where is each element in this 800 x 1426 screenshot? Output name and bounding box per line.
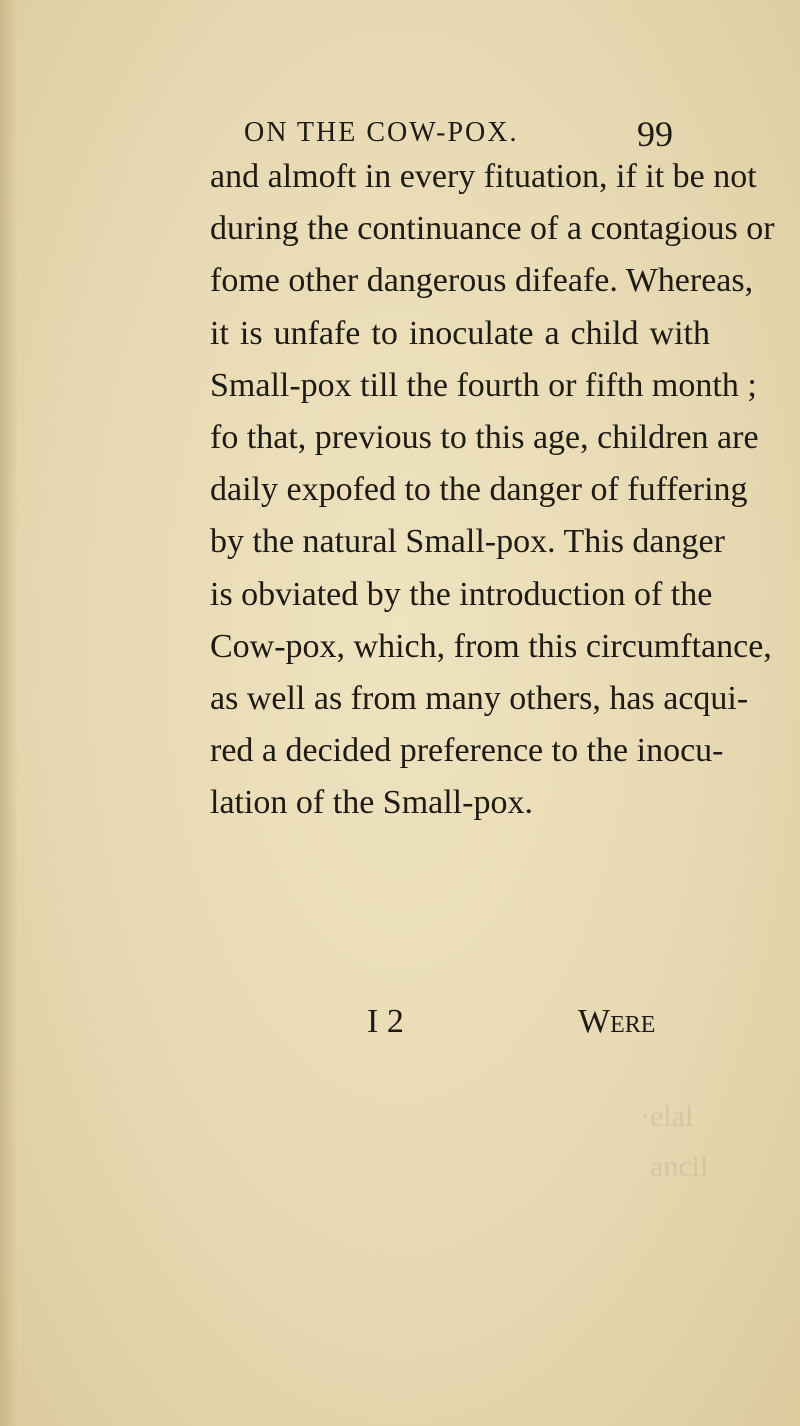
text-line: red a decided preference to the inocu- <box>210 732 724 770</box>
text-line: lation of the Small-pox. <box>210 784 533 822</box>
text-line: during the continuance of a contagious or <box>210 210 775 248</box>
show-through-ink: ·elal <box>640 1100 694 1133</box>
text-line: it is unfafe to inoculate a child with <box>210 314 710 352</box>
text-line: is obviated by the introduction of the <box>210 575 713 613</box>
text-line: Cow-pox, which, from this circumftance, <box>210 627 772 665</box>
page-number: 99 <box>637 114 673 154</box>
text-line: daily expofed to the danger of fuffering <box>210 471 748 509</box>
catchword: Were <box>578 1003 656 1040</box>
text-line: as well as from many others, has acqui- <box>210 679 749 717</box>
text-line: by the natural Small-pox. This danger <box>210 523 725 561</box>
show-through-ink-2: ancil <box>650 1150 709 1183</box>
text-line: Small-pox till the fourth or fifth month ; <box>210 366 757 404</box>
body-text <box>210 151 775 829</box>
running-head: ON THE COW-POX. <box>244 117 519 148</box>
page-gutter-shadow <box>0 0 18 1426</box>
signature-mark: I 2 <box>367 1003 404 1040</box>
text-line: and almoft in every fituation, if it be not <box>210 158 757 195</box>
text-line: fo that, previous to this age, children are <box>210 418 759 456</box>
text-line: fome other dangerous difeafe. Whereas, <box>210 262 754 300</box>
